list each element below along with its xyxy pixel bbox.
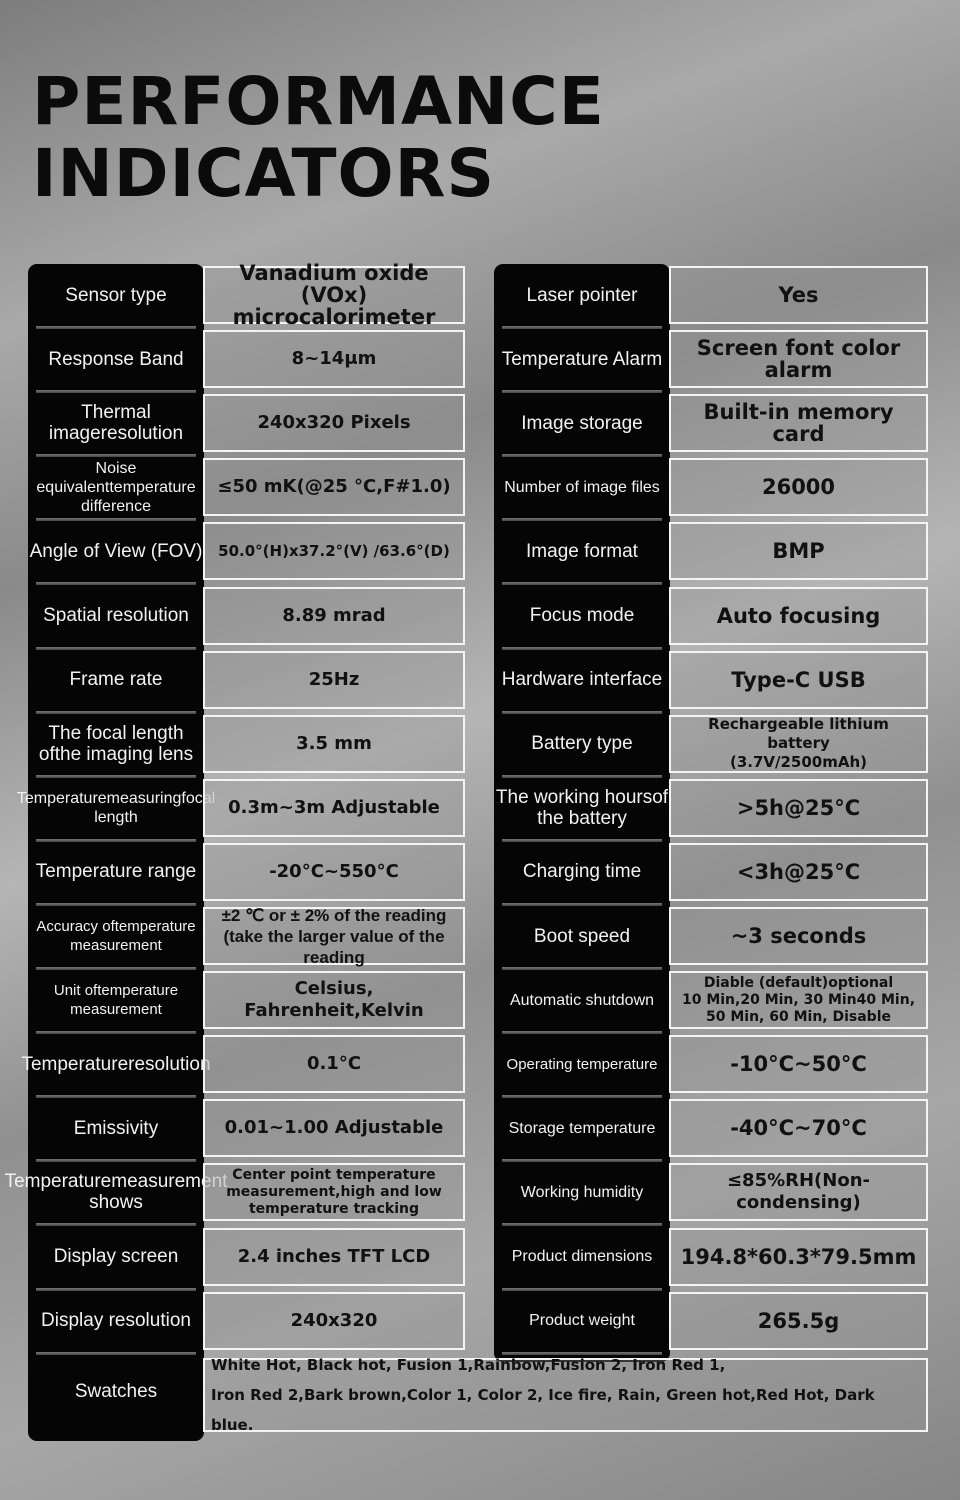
- spec-value-image-format: [669, 522, 928, 580]
- spec-label-display-screen: [28, 1228, 204, 1286]
- spec-value-angle-of-view-fov: [203, 522, 465, 580]
- row-divider: [502, 326, 662, 329]
- text-line: Frame rate: [69, 669, 163, 691]
- page-title-line-1: PERFORMANCE: [32, 63, 605, 140]
- text-line: ~3 seconds: [730, 924, 867, 948]
- text-line: Automatic shutdown: [509, 991, 655, 1009]
- text-line: 10 Min,20 Min, 30 Min40 Min,: [681, 991, 916, 1008]
- text-line: Storage temperature: [508, 1119, 656, 1137]
- row-divider: [36, 1031, 196, 1034]
- spec-value-charging-time: [669, 843, 928, 901]
- text-line: 8~14μm: [291, 348, 377, 370]
- spec-value-spatial-resolution: [203, 587, 465, 645]
- row-divider: [36, 647, 196, 650]
- spec-value-text: [307, 1053, 361, 1075]
- spec-value-product-dimensions: [669, 1228, 928, 1286]
- spec-value-text: [225, 1117, 444, 1139]
- text-line: Battery type: [531, 733, 633, 755]
- spec-label-product-dimensions: [494, 1228, 670, 1286]
- text-line: resolution: [100, 423, 184, 445]
- spec-value-text: [737, 861, 860, 883]
- spec-value-text: [675, 337, 922, 381]
- text-line: 2.4 inches TFT LCD: [237, 1245, 431, 1267]
- text-line: Response Band: [48, 348, 184, 370]
- text-line: Number of image files: [504, 478, 660, 496]
- spec-label-charging-time: [494, 843, 670, 901]
- text-line: Vanadium oxide (VOx): [239, 261, 429, 307]
- spec-label-accuracy-of-temperature-measurement: [28, 907, 204, 965]
- spec-value-laser-pointer: [669, 266, 928, 324]
- spec-value-text: [209, 905, 459, 968]
- text-line: Spatial resolution: [43, 605, 189, 626]
- spec-value-number-of-image-files: [669, 458, 928, 516]
- spec-label-the-focal-length-of-the-imaging-lens: [28, 715, 204, 773]
- spec-label-text: [512, 1247, 653, 1266]
- spec-label-laser-pointer: [494, 266, 670, 324]
- row-divider: [502, 775, 662, 778]
- text-line: Temperature: [16, 789, 107, 807]
- spec-value-text: [296, 733, 372, 755]
- spec-value-text: [737, 797, 860, 819]
- text-line: Auto focusing: [716, 603, 881, 628]
- spec-label-text: [28, 723, 204, 765]
- row-divider: [502, 1031, 662, 1034]
- spec-label-text: [502, 349, 663, 370]
- text-line: Temperature: [21, 1053, 129, 1075]
- text-line: 0.1°C: [306, 1053, 362, 1075]
- spec-value-operating-temperature: [669, 1035, 928, 1093]
- row-divider: [36, 839, 196, 842]
- text-line: Yes: [778, 283, 819, 307]
- spec-value-response-band: [203, 330, 465, 388]
- spec-label-text: [21, 1054, 210, 1075]
- spec-label-boot-speed: [494, 907, 670, 965]
- spec-value-temperature-resolution: [203, 1035, 465, 1093]
- spec-label-automatic-shutdown: [494, 971, 670, 1029]
- text-line: Image storage: [521, 412, 643, 434]
- spec-label-text: [534, 926, 630, 947]
- spec-value-the-working-hours-of-the-battery: [669, 779, 928, 837]
- spec-value-text: [682, 975, 915, 1026]
- text-line: temperature difference: [81, 478, 196, 515]
- text-line: Celsius, Fahrenheit,Kelvin: [244, 978, 424, 1022]
- spec-label-text: [521, 1183, 643, 1202]
- text-line: Sensor type: [65, 284, 167, 306]
- text-line: 3.5 mm: [296, 732, 372, 754]
- spec-label-display-resolution: [28, 1292, 204, 1350]
- row-divider: [502, 903, 662, 906]
- page-title: [32, 63, 605, 212]
- spec-value-text: [282, 605, 385, 627]
- text-line: Focus mode: [529, 605, 635, 626]
- text-line: 26000: [761, 475, 836, 500]
- spec-label-focus-mode: [494, 587, 670, 645]
- text-line: ≤85%RH(Non-condensing): [726, 1170, 871, 1214]
- text-line: Rechargeable lithium battery: [708, 715, 889, 753]
- spec-value-accuracy-of-temperature-measurement: [203, 907, 465, 965]
- row-divider: [502, 967, 662, 970]
- spec-label-text: [17, 789, 215, 827]
- text-line: 0.3m~3m Adjustable: [228, 796, 440, 818]
- spec-label-text: [70, 669, 163, 690]
- text-line: Display resolution: [41, 1310, 191, 1332]
- spec-label-temperature-measuringfocal-length: [16, 779, 216, 837]
- text-line: ±2 ℃ or ± 2% of the reading: [221, 905, 447, 925]
- row-divider: [502, 582, 662, 585]
- text-line: the imaging lens: [54, 743, 194, 765]
- text-line: 194.8*60.3*79.5mm: [680, 1244, 917, 1269]
- spec-label-angle-of-view-fov: [28, 522, 204, 580]
- text-line: Working humidity: [520, 1183, 644, 1201]
- spec-label-text: [74, 1118, 158, 1139]
- spec-label-text: [494, 787, 670, 829]
- spec-value-text: [269, 861, 399, 883]
- spec-label-emissivity: [28, 1099, 204, 1157]
- spec-label-image-storage: [494, 394, 670, 452]
- spec-value-automatic-shutdown: [669, 971, 928, 1029]
- row-divider: [502, 711, 662, 714]
- row-divider: [36, 1223, 196, 1226]
- spec-value-hardware-interface: [669, 651, 928, 709]
- text-line: 240x320 Pixels: [257, 412, 411, 434]
- spec-value-text: [731, 925, 867, 947]
- spec-value-text: [238, 1246, 431, 1268]
- spec-value-battery-type: [669, 715, 928, 773]
- text-line: Display screen: [53, 1246, 179, 1267]
- spec-label-text: [28, 459, 204, 516]
- spec-label-text: [509, 1119, 656, 1138]
- text-line: Iron Red 2,Bark brown,Color 1, Color 2, Ice fire, Rain, Green hot,Red Hot, Dark blue.: [211, 1385, 875, 1434]
- spec-value-text: [675, 401, 922, 445]
- text-line: >5h@25°C: [736, 795, 861, 820]
- spec-label-text: [523, 861, 641, 882]
- spec-label-text: [527, 285, 638, 306]
- spec-value-frame-rate: [203, 651, 465, 709]
- spec-label-text: [41, 1310, 191, 1331]
- text-line: 0.01~1.00 Adjustable: [224, 1117, 444, 1139]
- text-line: microcalorimeter: [232, 305, 436, 329]
- spec-label-sensor-type: [28, 266, 204, 324]
- spec-value-text: [778, 284, 818, 306]
- text-line: Laser pointer: [526, 284, 638, 306]
- text-line: of the battery: [537, 786, 669, 829]
- row-divider: [502, 1159, 662, 1162]
- spec-value-text: [209, 262, 459, 328]
- spec-value-focus-mode: [669, 587, 928, 645]
- row-divider: [36, 711, 196, 714]
- row-divider: [502, 647, 662, 650]
- spec-label-number-of-image-files: [494, 458, 670, 516]
- spec-label-text: [504, 478, 660, 497]
- spec-value-working-humidity: [669, 1163, 928, 1221]
- text-line: Unit of: [53, 982, 98, 1000]
- spec-label-swatches: Swatches: [74, 1381, 158, 1403]
- spec-value-text: [209, 978, 459, 1022]
- spec-label-text: [43, 605, 189, 626]
- text-line: 265.5g: [757, 1308, 840, 1333]
- spec-value-text: [717, 605, 881, 627]
- row-divider: [502, 1095, 662, 1098]
- spec-value-text: [217, 476, 450, 498]
- row-divider: [36, 1159, 196, 1162]
- spec-label-text: [529, 1311, 635, 1330]
- text-line: -20°C~550°C: [269, 860, 399, 882]
- row-divider: [502, 390, 662, 393]
- text-line: Type-C USB: [731, 667, 866, 692]
- spec-label-storage-temperature: [494, 1099, 670, 1157]
- text-line: 50 Min, 60 Min, Disable: [705, 1008, 891, 1025]
- spec-label-frame-rate: [28, 651, 204, 709]
- text-line: Center point temperature: [232, 1166, 436, 1183]
- row-divider: [502, 518, 662, 521]
- row-divider: [502, 1288, 662, 1291]
- spec-value-text: [681, 1246, 917, 1268]
- row-divider: [36, 775, 196, 778]
- spec-label-text: [54, 1246, 179, 1267]
- spec-value-product-weight: [669, 1292, 928, 1350]
- spec-label-the-working-hours-of-the-battery: [494, 779, 670, 837]
- spec-label-temperature-alarm: [494, 330, 670, 388]
- row-divider: [502, 839, 662, 842]
- spec-value-unit-of-temperature-measurement: [203, 971, 465, 1029]
- text-line: Charging time: [522, 861, 642, 883]
- spec-value-noise-equivalent-temperature-difference: [203, 458, 465, 516]
- spec-label-text: [521, 413, 642, 434]
- spec-label-operating-temperature: [494, 1035, 670, 1093]
- text-line: -10°C~50°C: [730, 1052, 867, 1077]
- spec-value-swatches: [203, 1355, 928, 1434]
- text-line: 25Hz: [308, 668, 360, 690]
- spec-value-text: [675, 715, 922, 772]
- spec-value-image-storage: [669, 394, 928, 452]
- spec-value-text: [226, 1167, 442, 1218]
- spec-label-product-weight: [494, 1292, 670, 1350]
- text-line: temperature measurement: [70, 982, 179, 1019]
- spec-value-display-screen: [203, 1228, 465, 1286]
- row-divider: [36, 390, 196, 393]
- spec-value-text: [309, 669, 360, 691]
- spec-value-text: [228, 797, 440, 819]
- text-line: temperature tracking: [248, 1200, 419, 1217]
- text-line: 50.0°(H)x37.2°(V) /63.6°(D): [218, 541, 450, 560]
- text-line: 8.89 mrad: [282, 604, 386, 626]
- text-line: White Hot, Black hot, Fusion 1,Rainbow,Fusion 2, Iron Red 1,: [211, 1355, 726, 1374]
- spec-value-text: [257, 412, 410, 434]
- spec-label-text: [510, 991, 654, 1010]
- spec-label-hardware-interface: [494, 651, 670, 709]
- spec-value-emissivity: [203, 1099, 465, 1157]
- spec-label-response-band: [28, 330, 204, 388]
- spec-label-text: [28, 402, 204, 444]
- spec-label-text: [28, 917, 204, 955]
- spec-label-text: [5, 1171, 228, 1213]
- spec-value-text: [291, 1310, 378, 1332]
- text-line: Hardware interface: [501, 669, 663, 691]
- row-divider: [36, 903, 196, 906]
- text-line: Accuracy of: [36, 918, 115, 935]
- spec-label-spatial-resolution: [28, 587, 204, 645]
- spec-value-temperature-range: [203, 843, 465, 901]
- spec-label-text: [526, 541, 638, 562]
- text-line: Diable (default)optional: [703, 974, 894, 991]
- text-line: (take the larger value of the reading: [223, 926, 445, 967]
- row-divider: [36, 326, 196, 329]
- spec-label-temperature-range: [28, 843, 204, 901]
- row-divider: [36, 582, 196, 585]
- spec-value-temperature-measurement-shows: [203, 1163, 465, 1221]
- spec-label-temperature-measurement-shows: [4, 1163, 228, 1221]
- spec-label-text: [28, 981, 204, 1019]
- spec-label-text: [530, 605, 635, 626]
- spec-label-text: [36, 861, 197, 882]
- text-line: Operating temperature: [506, 1055, 658, 1073]
- spec-label-text: [65, 285, 166, 306]
- text-line: Angle of View (FOV): [29, 540, 203, 562]
- spec-value-display-resolution: [203, 1292, 465, 1350]
- spec-value-the-focal-length-of-the-imaging-lens: [203, 715, 465, 773]
- row-divider: [36, 1095, 196, 1098]
- text-line: <3h@25°C: [736, 859, 861, 884]
- text-line: Screen font color alarm: [696, 336, 901, 383]
- row-divider: [36, 454, 196, 457]
- row-divider: [36, 1352, 196, 1355]
- spec-label-temperature-resolution: [21, 1035, 211, 1093]
- spec-value-text: [758, 1310, 839, 1332]
- spec-label-text: [531, 733, 632, 754]
- spec-value-boot-speed: [669, 907, 928, 965]
- text-line: (3.7V/2500mAh): [729, 753, 868, 772]
- spec-label-noise-equivalent-temperature-difference: [28, 458, 204, 516]
- row-divider: [36, 967, 196, 970]
- text-line: measurement,high and low: [226, 1183, 442, 1200]
- spec-label-thermal-image-resolution: [28, 394, 204, 452]
- text-line: resolution: [128, 1053, 211, 1075]
- spec-value-text: [730, 1053, 867, 1075]
- spec-label-text: [48, 349, 183, 370]
- text-line: The focal length of: [38, 722, 184, 765]
- row-divider: [502, 454, 662, 457]
- text-line: 240x320: [290, 1309, 378, 1331]
- text-line: Image format: [526, 540, 638, 562]
- spec-value-text: [218, 542, 450, 561]
- text-line: Product weight: [529, 1312, 635, 1330]
- text-line: -40°C~70°C: [730, 1116, 867, 1141]
- spec-value-sensor-type: [203, 261, 465, 329]
- text-line: Boot speed: [533, 925, 631, 947]
- text-line: temperature measurement: [70, 918, 196, 954]
- row-divider: [36, 518, 196, 521]
- text-line: Built-in memory card: [703, 400, 894, 447]
- spec-value-text: [731, 669, 865, 691]
- text-line: Thermal image: [48, 402, 151, 445]
- text-line: Temperature: [4, 1171, 112, 1193]
- spec-value-text: [762, 476, 835, 498]
- text-line: Noise equivalent: [36, 459, 137, 496]
- spec-value-text: [772, 540, 824, 562]
- spec-label-image-format: [494, 522, 670, 580]
- row-divider: [36, 1288, 196, 1291]
- spec-label-text: [507, 1055, 658, 1074]
- spec-label-text: [502, 669, 663, 690]
- page-title-line-2: INDICATORS: [32, 135, 496, 212]
- text-line: Product dimensions: [511, 1248, 653, 1265]
- swatches-list: [211, 1350, 922, 1440]
- spec-value-temperature-measuringfocal-length: [203, 779, 465, 837]
- spec-label-unit-of-temperature-measurement: [28, 971, 204, 1029]
- spec-label-battery-type: [494, 715, 670, 773]
- text-line: measurement shows: [89, 1171, 228, 1214]
- text-line: Emissivity: [73, 1117, 159, 1139]
- spec-value-text: [292, 348, 377, 370]
- spec-value-text: [675, 1170, 922, 1214]
- spec-label-text: [30, 541, 203, 562]
- spec-value-temperature-alarm: [669, 330, 928, 388]
- spec-value-text: [730, 1117, 867, 1139]
- spec-label-working-humidity: [494, 1163, 670, 1221]
- text-line: The working hours: [495, 786, 653, 808]
- spec-value-thermal-image-resolution: [203, 394, 465, 452]
- text-line: Temperature Alarm: [501, 348, 663, 370]
- row-divider: [502, 1223, 662, 1226]
- text-line: measuringfocal length: [94, 789, 216, 826]
- text-line: ≤50 mK(@25 °C,F#1.0): [217, 476, 451, 498]
- spec-value-storage-temperature: [669, 1099, 928, 1157]
- text-line: BMP: [772, 539, 825, 564]
- text-line: Temperature range: [35, 861, 197, 883]
